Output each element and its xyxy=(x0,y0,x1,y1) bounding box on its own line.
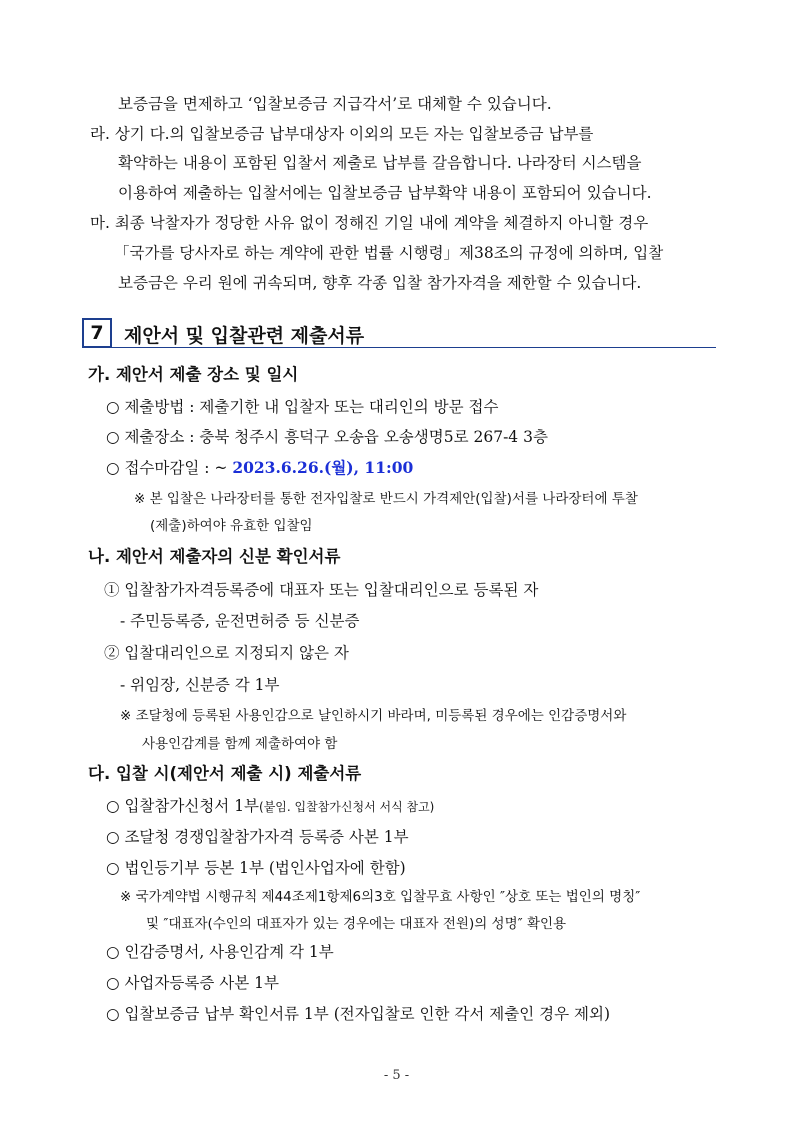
da-note-line1: ※ 국가계약법 시행규칙 제44조제1항제6의3호 입찰무효 사항인 ″상호 또는 법인의 명칭″ xyxy=(120,889,641,905)
section-divider xyxy=(82,347,716,348)
ga-note-line1: ※ 본 입찰은 나라장터를 통한 전자입찰로 반드시 가격제안(입찰)서를 나라장터에 투찰 xyxy=(134,491,638,507)
da-item6: ○ 입찰보증금 납부 확인서류 1부 (전자입찰로 인한 각서 제출인 경우 제외) xyxy=(106,1005,610,1023)
na-item1: ① 입찰참가자격등록증에 대표자 또는 입찰대리인으로 등록된 자 xyxy=(104,581,539,599)
page-number: - 5 - xyxy=(383,1068,410,1083)
na-note-line1: ※ 조달청에 등록된 사용인감으로 날인하시기 바라며, 미등록된 경우에는 인감증명서와 xyxy=(120,708,627,724)
section-number-box: 7 xyxy=(82,318,112,348)
da-item3: ○ 법인등기부 등본 1부 (법인사업자에 한함) xyxy=(106,859,406,877)
item-ra-line3: 이용하여 제출하는 입찰서에는 입찰보증금 납부확약 내용이 포함되어 있습니다. xyxy=(118,184,652,202)
da-item2: ○ 조달청 경쟁입찰참가자격 등록증 사본 1부 xyxy=(106,828,409,846)
item-ma-line1: 마. 최종 낙찰자가 정당한 사유 없이 정해진 기일 내에 계약을 체결하지 아니할 경우 xyxy=(90,214,649,232)
deadline-date: 2023.6.26.(월), 11:00 xyxy=(232,458,414,477)
da-item5: ○ 사업자등록증 사본 1부 xyxy=(106,974,279,992)
item-ma-line2: 「국가를 당사자로 하는 계약에 관한 법률 시행령」제38조의 규정에 의하며, 입찰 xyxy=(114,244,664,262)
ga-item-deadline xyxy=(106,457,413,479)
da-item4: ○ 인감증명서, 사용인감계 각 1부 xyxy=(106,943,334,961)
item-ma-line3: 보증금은 우리 원에 귀속되며, 향후 각종 입찰 참가자격을 제한할 수 있습니다. xyxy=(118,274,642,292)
item-ra-line1: 라. 상기 다.의 입찰보증금 납부대상자 이외의 모든 자는 입찰보증금 납부를 xyxy=(90,125,594,143)
item-ra-line2: 확약하는 내용이 포함된 입찰서 제출로 납부를 갈음합니다. 나라장터 시스템을 xyxy=(118,154,642,172)
da-item1 xyxy=(106,795,434,818)
deadline-label: ○ 접수마감일 : ~ xyxy=(106,459,233,477)
na-item1-sub: - 주민등록증, 운전면허증 등 신분증 xyxy=(120,612,360,630)
da-item1-text: ○ 입찰참가신청서 1부 xyxy=(106,797,260,815)
ga-item-method: ○ 제출방법 : 제출기한 내 입찰자 또는 대리인의 방문 접수 xyxy=(106,398,499,416)
na-item2: ② 입찰대리인으로 지정되지 않은 자 xyxy=(104,644,349,662)
da-note-line2: 및 ″대표자(수인의 대표자가 있는 경우에는 대표자 전원)의 성명″ 확인용 xyxy=(146,916,567,932)
da-item1-note: (붙임. 입찰참가신청서 서식 참고) xyxy=(259,800,435,814)
na-note-line2: 사용인감계를 함께 제출하여야 함 xyxy=(142,736,338,752)
intro-continuation: 보증금을 면제하고 ‘입찰보증금 지급각서’로 대체할 수 있습니다. xyxy=(118,95,552,113)
heading-da: 다. 입찰 시(제안서 제출 시) 제출서류 xyxy=(88,764,362,783)
ga-item-place: ○ 제출장소 : 충북 청주시 흥덕구 오송읍 오송생명5로 267-4 3층 xyxy=(106,428,548,446)
heading-ga: 가. 제안서 제출 장소 및 일시 xyxy=(88,365,299,384)
ga-note-line2: (제출)하여야 유효한 입찰임 xyxy=(150,518,313,534)
section-title: 제안서 및 입찰관련 제출서류 xyxy=(124,325,365,347)
heading-na: 나. 제안서 제출자의 신분 확인서류 xyxy=(88,547,341,566)
na-item2-sub: - 위임장, 신분증 각 1부 xyxy=(120,676,280,694)
